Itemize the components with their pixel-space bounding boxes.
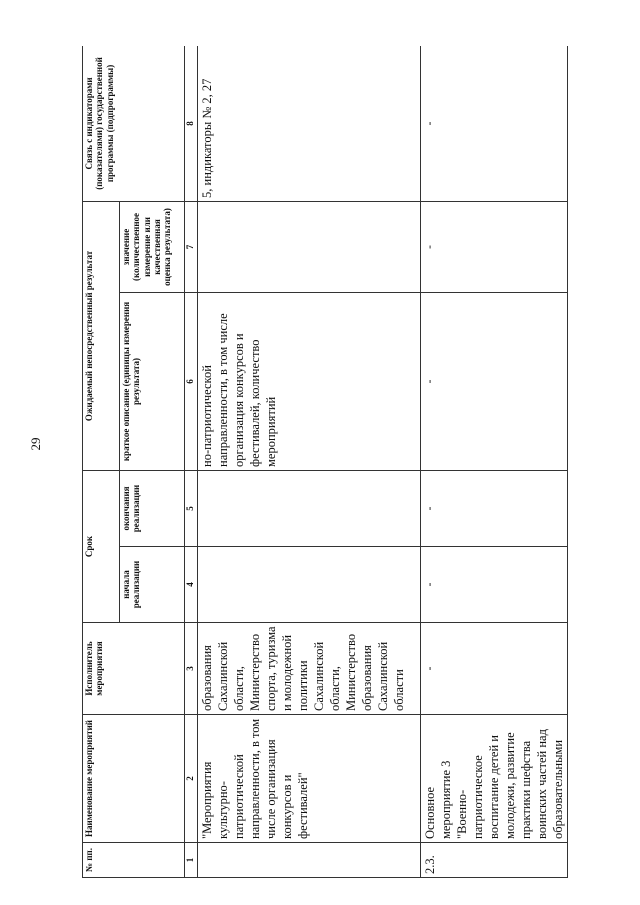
cell-executor: образования Сахалинской области, Министерство спорта, туризма и молодежной политики Сахалинской области, Министерство образования Сахалинской области [198, 623, 421, 715]
header-indicators: Связь с индикаторами (показателями) государственной программы (подпрограммы) [83, 46, 185, 201]
column-number: 4 [185, 547, 198, 623]
header-term-end: окончания реализации [120, 470, 185, 546]
column-number: 3 [185, 623, 198, 715]
header-row [83, 46, 120, 878]
column-number: 1 [185, 843, 198, 878]
cell-start [198, 547, 421, 623]
cell-executor: - [421, 623, 568, 715]
cell-result-desc: - [421, 292, 568, 470]
cell-start: - [421, 547, 568, 623]
cell-num: 2.3. [421, 843, 568, 878]
column-number: 7 [185, 201, 198, 292]
header-executor: Исполнитель мероприятия [83, 623, 185, 715]
column-number: 5 [185, 470, 198, 546]
cell-indicators: 5, индикаторы № 2, 27 [198, 46, 421, 201]
cell-end: - [421, 470, 568, 546]
cell-end [198, 470, 421, 546]
measures-table [82, 46, 568, 878]
column-number: 2 [185, 715, 198, 843]
header-name: Наименование мероприятий [83, 715, 185, 843]
column-number-row [185, 46, 198, 878]
table-row [198, 46, 421, 878]
table-frame [82, 46, 579, 878]
header-expected-value: значение (количественное измерение или качественная оценка результата) [120, 201, 185, 292]
header-expected: Ожидаемый непосредственный результат [83, 201, 120, 470]
header-term: Срок [83, 470, 120, 622]
header-term-start: начала реализации [120, 547, 185, 623]
cell-indicators: - [421, 46, 568, 201]
page-number: 29 [28, 437, 43, 451]
header-expected-desc: краткое описание (единицы измерения результата) [120, 292, 185, 470]
cell-result-desc: но-патриотической направленности, в том числе организация конкурсов и фестивалей, количество мероприятий [198, 292, 421, 470]
column-number: 6 [185, 292, 198, 470]
cell-name: "Мероприятия культурно-патриотической направленности, в том числе организация конкурсов и фестивалей" [198, 715, 421, 843]
cell-result-value: - [421, 201, 568, 292]
cell-num [198, 843, 421, 878]
table-row [421, 46, 568, 878]
column-number: 8 [185, 46, 198, 201]
cell-result-value [198, 201, 421, 292]
cell-name: Основное мероприятие 3 "Военно-патриотическое воспитание детей и молодежи, развитие практики шефства воинских частей над образовательными [421, 715, 568, 843]
header-num: № пп. [83, 843, 185, 878]
